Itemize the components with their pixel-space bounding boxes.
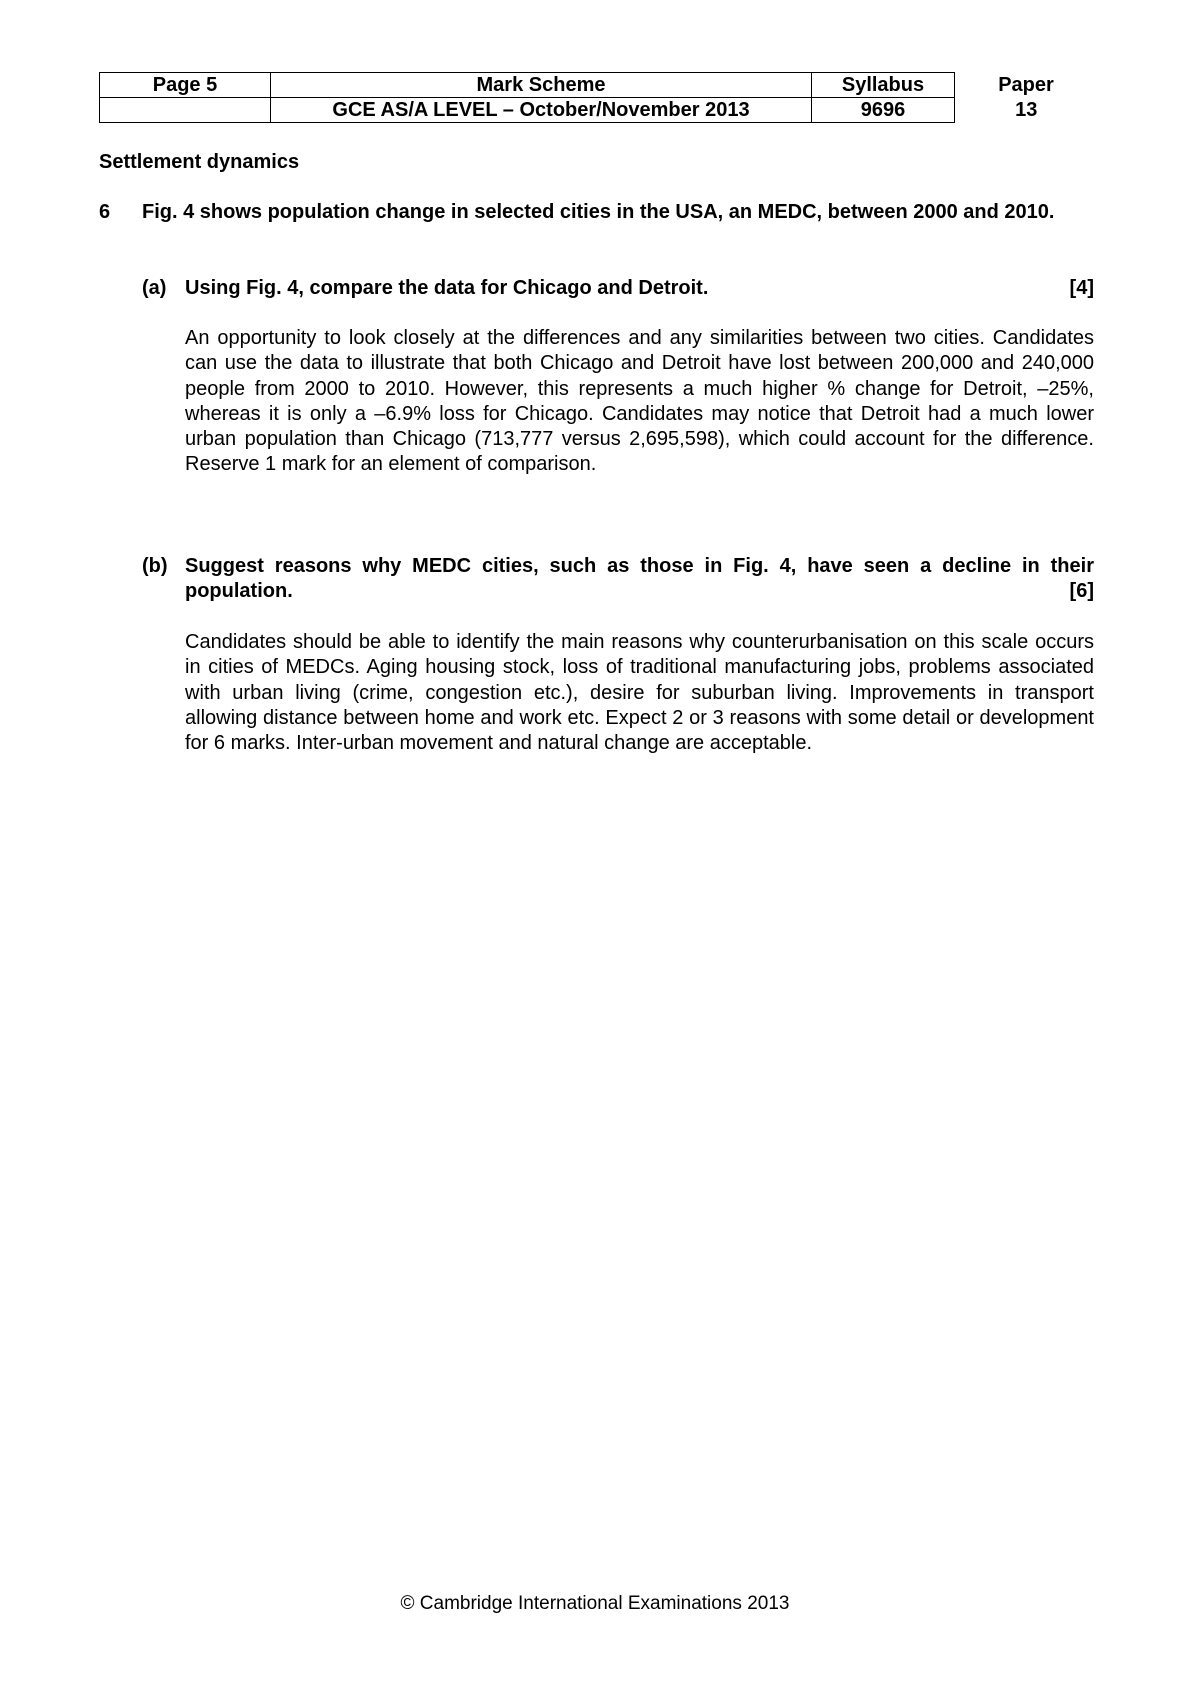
question-number: 6	[99, 201, 111, 223]
header-row-2	[100, 98, 1098, 123]
header-row-1	[100, 73, 1098, 98]
part-b-label: (b)	[142, 555, 168, 577]
paper-number: 13	[1015, 99, 1038, 121]
part-b-question-text: Suggest reasons why MEDC cities, such as those in Fig. 4, have seen a decline in their population.	[185, 555, 1094, 602]
syllabus-label: Syllabus	[812, 73, 955, 98]
part-b-answer: Candidates should be able to identify the main reasons why counterurbanisation on this scale occurs in cities of MEDCs. Aging housing stock, loss of traditional manufacturing jobs, problems associated with urban living (crime, congestion etc.), desire for suburban living. Improvements in transport allowing distance between home and work etc. Expect 2 or 3 reasons with some detail or development for 6 marks. Inter-urban movement and natural change are acceptable.	[185, 631, 1094, 755]
empty-cell	[100, 98, 271, 123]
question-text: Fig. 4 shows population change in selected cities in the USA, an MEDC, between 2000 and 2010.	[142, 201, 1055, 223]
part-b-marks: [6]	[1069, 580, 1094, 602]
part-a-question-text: Using Fig. 4, compare the data for Chicago and Detroit.	[185, 277, 709, 299]
part-b-question	[185, 554, 1094, 604]
section-title: Settlement dynamics	[99, 151, 300, 173]
part-a-marks: [4]	[1069, 277, 1094, 299]
syllabus-code: 9696	[812, 98, 955, 123]
footer-copyright: © Cambridge International Examinations 2013	[400, 1593, 790, 1614]
paper-label: Paper	[998, 74, 1054, 96]
header-table	[99, 72, 1098, 123]
part-a-label: (a)	[142, 277, 167, 299]
mark-scheme-label: Mark Scheme	[271, 73, 812, 98]
part-a-answer: An opportunity to look closely at the differences and any similarities between two cities. Candidates can use the data to illustrate that both Chicago and Detroit have lost between 200,000 and 240,000 people from 2000 to 2010. However, this represents a much higher % change for Detroit, –25%, whereas it is only a –6.9% loss for Chicago. Candidates may notice that Detroit had a much lower urban population than Chicago (713,777 versus 2,695,598), which could account for the difference. Reserve 1 mark for an element of comparison.	[185, 327, 1094, 476]
exam-title: GCE AS/A LEVEL – October/November 2013	[271, 98, 812, 123]
page-label: Page 5	[100, 73, 271, 98]
part-a-question	[185, 276, 1094, 301]
